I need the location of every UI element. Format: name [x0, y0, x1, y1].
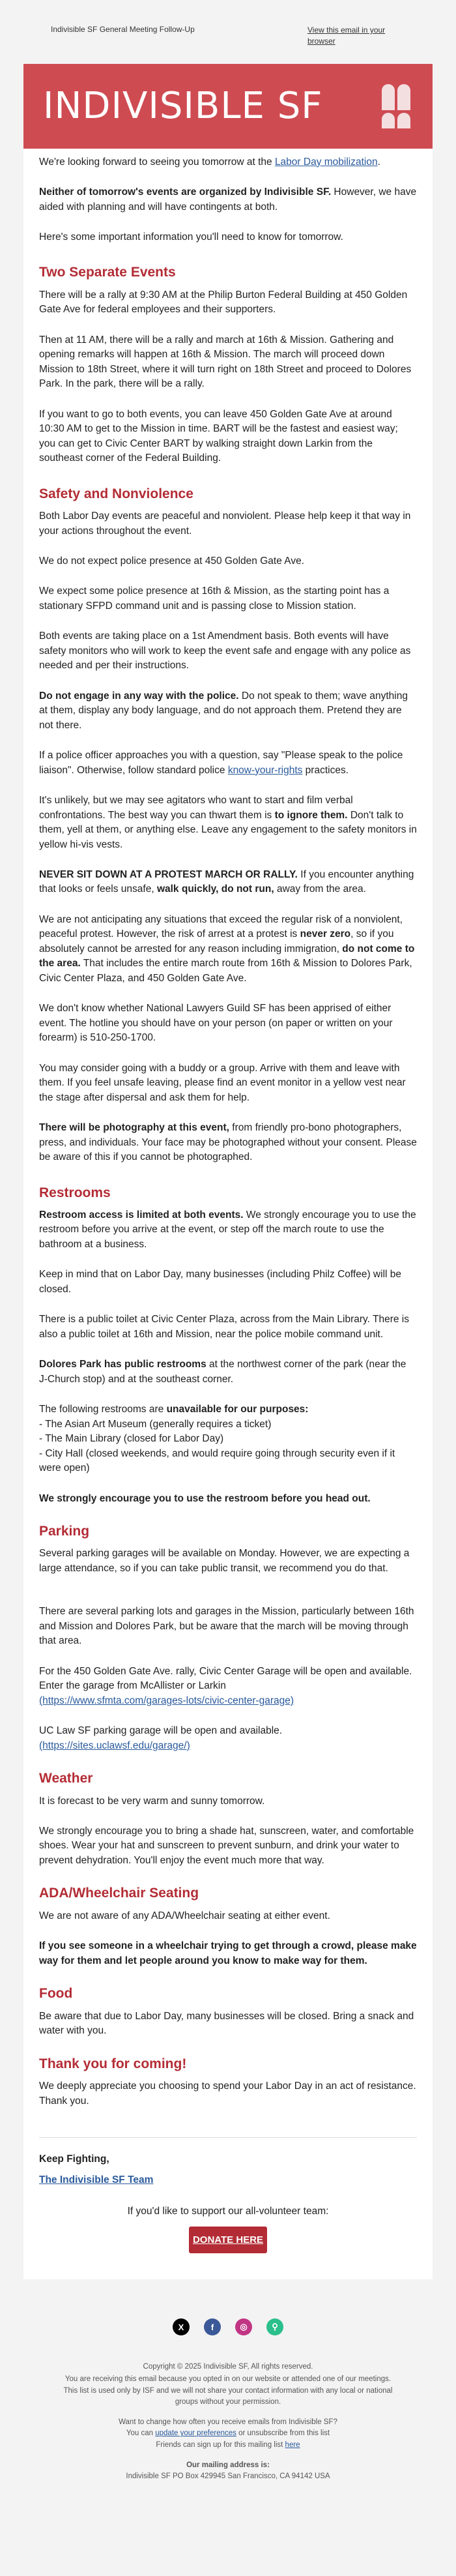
footer	[0, 2361, 456, 2517]
events-heading: Two Separate Events	[39, 265, 176, 280]
preheader-title: Indivisible SF General Meeting Follow-Up	[51, 25, 195, 34]
ada-p2: If you see someone in a wheelchair trying to get through a crowd, please make way for them and let people around you know to make way for them.	[39, 1940, 417, 1966]
labor-day-link[interactable]: Labor Day mobilization	[274, 156, 378, 168]
support-text: If you'd like to support our all-volunteer team:	[127, 2206, 329, 2217]
food-p1: Be aware that due to Labor Day, many businesses will be closed. Bring a snack and water with you.	[39, 2010, 414, 2037]
restrooms-p4: Dolores Park has public restrooms at the northwest corner of the park (near the J-Church stop) and at the southeast corner.	[39, 1359, 406, 1385]
safety-p10: We don't know whether National Lawyers Guild SF has been apprised of either event. The hotline you should have on your person (on paper or written on your forearm) is 510-250-1700.	[39, 1003, 393, 1044]
safety-p3: We expect some police presence at 16th & Mission, as the starting point has a stationary SFPD command unit and is passing close to Mission station.	[39, 585, 390, 612]
safety-p2: We do not expect police presence at 450 Golden Gate Ave.	[39, 555, 305, 567]
footer-preferences: Want to change how often you receive emails from Indivisible SF? You can update your preferences or unsubscribe from this list Friends can sign up for this mailing list here	[119, 2418, 337, 2449]
safety-p8: NEVER SIT DOWN AT A PROTEST MARCH OR RALLY. If you encounter anything that looks or feels unsafe, walk quickly, do not run, away from the area.	[39, 869, 414, 895]
facebook-icon[interactable]: f	[204, 2318, 221, 2335]
closing	[23, 2154, 433, 2186]
email-content	[23, 149, 433, 2109]
thanks-heading: Thank you for coming!	[39, 2056, 187, 2071]
view-in-browser-link[interactable]: View this email in your browser	[307, 25, 386, 46]
safety-p4: Both events are taking place on a 1st Amendment basis. Both events will have safety monitors who will work to keep the event safe and engage with any police as needed and per their instructions.	[39, 630, 411, 672]
ada-p1: We are not aware of any ADA/Wheelchair seating at either event.	[39, 1910, 330, 1921]
divider	[39, 2137, 417, 2138]
team-signature	[39, 2174, 417, 2186]
intro-disclaimer: Neither of tomorrow's events are organized by Indivisible SF. However, we have aided with planning and will have contingents at both.	[39, 186, 417, 213]
link-icon[interactable]: ⚲	[266, 2318, 283, 2335]
ada-heading: ADA/Wheelchair Seating	[39, 1886, 199, 1901]
safety-p9: We are not anticipating any situations that exceed the regular risk of a nonviolent, peaceful protest. However, the risk of arrest at a protest is never zero, so if you absolutely cannot be arrested for any reason including immigration, do not come to the area. That includes the entire march route from 16th & Mission to Dolores Park, Civic Center Plaza, and 450 Golden Gate Ave.	[39, 913, 415, 984]
banner-logo-text: INDIVISIBLE SF	[43, 85, 323, 128]
parking-p2: There are several parking lots and garages in the Mission, particularly between 16th and Mission and Dolores Park, but be aware that the march will be moving through that area.	[39, 1606, 414, 1647]
weather-heading: Weather	[39, 1771, 93, 1786]
copyright: Copyright © 2025 Indivisible SF, All rights reserved.	[143, 2363, 313, 2371]
civic-center-garage-link[interactable]: (https://www.sfmta.com/garages-lots/civic-center-garage)	[39, 1695, 294, 1706]
events-p2: Then at 11 AM, there will be a rally and march at 16th & Mission. Gathering and opening remarks will happen at 16th & Mission. The march will proceed down Mission to 18th Street, where it will turn right on 18th Street and proceed to Dolores Park. In the park, there will be a rally.	[39, 334, 412, 390]
restrooms-p1: Restroom access is limited at both events. We strongly encourage you to use the restroom before you arrive at the event, or step off the march route to use the bathroom at a business.	[39, 1209, 416, 1250]
email-body	[23, 64, 433, 2279]
restrooms-p5: The following restrooms are unavailable for our purposes: - The Asian Art Museum (generally requires a ticket) - The Main Library (closed for Labor Day) - City Hall (closed weekends, and would require going through security even if it were open)	[39, 1404, 395, 1474]
parking-heading: Parking	[39, 1523, 90, 1539]
update-preferences-link[interactable]: update your preferences	[155, 2429, 236, 2438]
events-p1: There will be a rally at 9:30 AM at the Philip Burton Federal Building at 450 Golden Gate Ave for federal employees and their supporters.	[39, 289, 408, 316]
intro-paragraph: We're looking forward to seeing you tomorrow at the Labor Day mobilization.	[39, 156, 380, 168]
restrooms-p2: Keep in mind that on Labor Day, many businesses (including Philz Coffee) will be closed.	[39, 1269, 402, 1295]
preheader	[0, 0, 456, 64]
weather-p1: It is forecast to be very warm and sunny tomorrow.	[39, 1795, 265, 1807]
restrooms-p6: We strongly encourage you to use the restroom before you head out.	[39, 1492, 371, 1504]
parking-p1: Several parking garages will be available on Monday. However, we are expecting a large attendance, so if you can take public transit, we recommend you do that.	[39, 1548, 410, 1574]
indivisible-logo-icon	[382, 84, 410, 128]
social-links	[0, 2318, 456, 2335]
mailing-address: Our mailing address is: Indivisible SF PO Box 429945 San Francisco, CA 94142 USA	[126, 2461, 330, 2480]
safety-p5: Do not engage in any way with the police. Do not speak to them; wave anything at them, display any body language, and do not approach them. Pretend they are not there.	[39, 690, 408, 731]
parking-p4: UC Law SF parking garage will be open and available. (https://sites.uclawsf.edu/garage/)	[39, 1725, 283, 1751]
safety-p6: If a police officer approaches you with a question, say "Please speak to the police liaison". Otherwise, follow standard police know-your-rights practices.	[39, 750, 403, 776]
safety-p1: Both Labor Day events are peaceful and nonviolent. Please help keep it that way in your actions throughout the event.	[39, 511, 411, 537]
safety-p12: There will be photography at this event, from friendly pro-bono photographers, press, and individuals. Your face may be photographed without your consent. Please be aware of this if you cannot be photographed.	[39, 1122, 417, 1163]
uclaw-garage-link[interactable]: (https://sites.uclawsf.edu/garage/)	[39, 1740, 190, 1751]
banner	[23, 64, 433, 149]
footer-reason: You are receiving this email because you opted in on our website or attended one of our meetings. This list is used only by ISF and we will not share your contact information with any local or national groups without your permission.	[63, 2375, 393, 2406]
know-your-rights-link[interactable]: know-your-rights	[227, 764, 303, 776]
safety-p7: It's unlikely, but we may see agitators who want to start and film verbal confrontations. The best way you can thwart them is to ignore them. Don't talk to them, yell at them, or anything else. Leave any engagement to the safety monitors in yellow hi-vis vests.	[39, 795, 417, 850]
team-link[interactable]: The Indivisible SF Team	[39, 2174, 154, 2185]
thanks-p1: We deeply appreciate you choosing to spend your Labor Day in an act of resistance. Thank you.	[39, 2080, 416, 2107]
intro-info: Here's some important information you'll need to know for tomorrow.	[39, 231, 343, 243]
safety-heading: Safety and Nonviolence	[39, 486, 193, 501]
weather-p2: We strongly encourage you to bring a shade hat, sunscreen, water, and comfortable shoes. Wear your hat and sunscreen to prevent sunburn, and drink your water to prevent dehydration. You'll enjoy the event much more that way.	[39, 1826, 414, 1866]
parking-p3: For the 450 Golden Gate Ave. rally, Civic Center Garage will be open and available. Enter the garage from McAllister or Larkin (https://www.sfmta.com/garages-lots/civic-center-garage)	[39, 1665, 412, 1706]
sign-off: Keep Fighting,	[39, 2154, 109, 2165]
events-p3: If you want to go to both events, you can leave 450 Golden Gate Ave at around 10:30 AM to get to the Mission in time. BART will be the fastest and easiest way; you can get to Civic Center BART by walking straight down Larkin from the southeast corner of the Federal Building.	[39, 408, 398, 464]
instagram-icon[interactable]: ◎	[235, 2318, 252, 2335]
donate-button[interactable]: DONATE HERE	[189, 2227, 267, 2253]
x-icon[interactable]: X	[173, 2318, 190, 2335]
signup-link[interactable]: here	[285, 2440, 300, 2449]
restrooms-heading: Restrooms	[39, 1185, 111, 1200]
food-heading: Food	[39, 1986, 73, 2002]
restrooms-p3: There is a public toilet at Civic Center Plaza, across from the Main Library. There is also a public toilet at 16th and Mission, near the police mobile command unit.	[39, 1314, 409, 1340]
safety-p11: You may consider going with a buddy or a group. Arrive with them and leave with them. If you feel unsafe leaving, please find an event monitor in a yellow vest near the stage after dispersal and ask them for help.	[39, 1062, 406, 1103]
